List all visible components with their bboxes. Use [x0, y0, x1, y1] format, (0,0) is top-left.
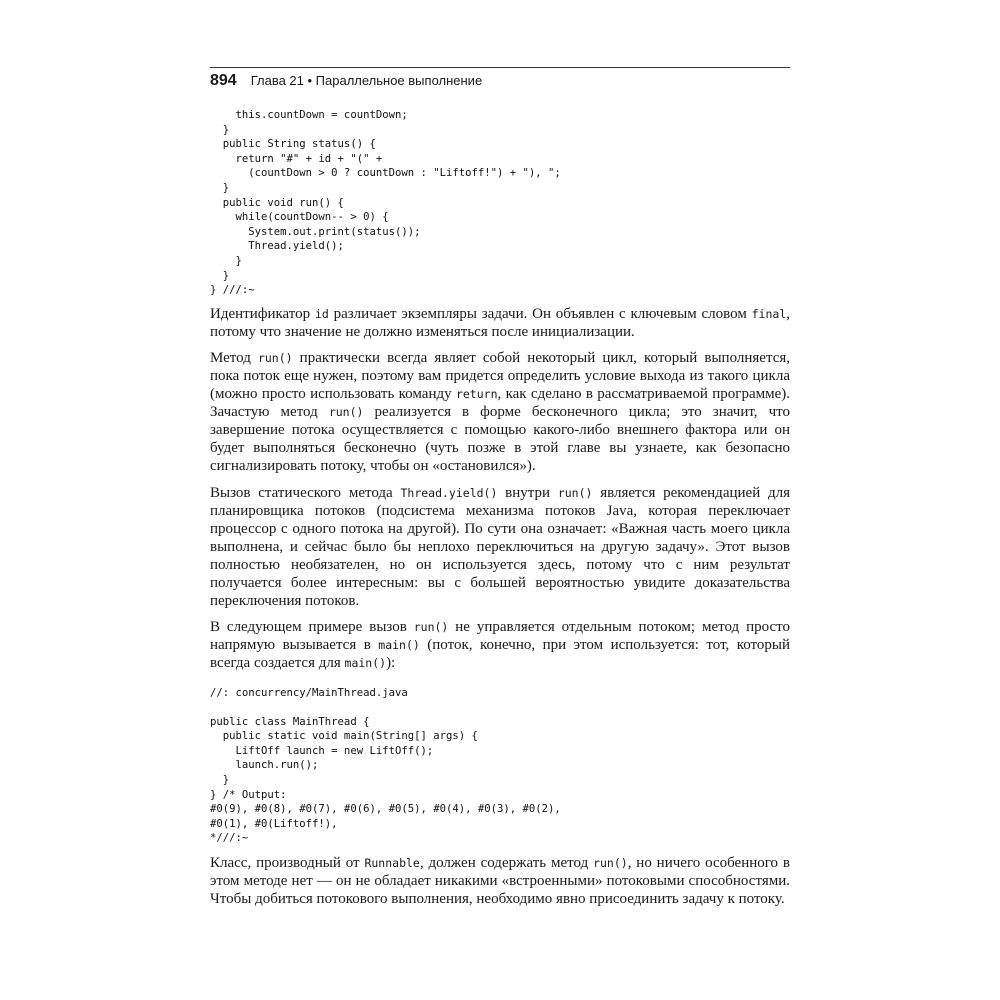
text-run: не управляется отдельным потоком; метод просто напрямую вызывается в [210, 619, 790, 654]
text-run: практически всегда являет собой некоторый цикл, который выполняется, пока поток еще нужен, поэтому вам придется определить условие выхода из такого цикла (можно просто использовать команду [210, 349, 791, 403]
text-run: , но ничего особенного в этом методе нет — он не обладает никакими «встроенными» потоковыми способностями. Чтобы добиться потокового выполнения, необходимо явно присоединить задачу к потоку. [210, 855, 790, 908]
text-run: , как сделано в рассматриваемой программе). Зачастую метод [210, 386, 790, 421]
text-run: , потому что значение не должно изменяться после инициализации. [210, 305, 790, 340]
page-number: 894 [210, 72, 237, 89]
inline-code: run() [328, 405, 364, 420]
text-run: различает экземпляры задачи. Он объявлен с ключевым словом [328, 305, 752, 322]
text-run: является рекомендацией для планировщика потоков (подсистема механизма потоков Java, которая переключает процессор с одного потока на другой). По сути она означает: «Важная часть моего цикла выполнена, и сейчас было бы неплохо переключиться на другую задачу». Этот вызов полностью необязателен, но он используется здесь, потому что с ним результат получается более интересным: вы с большей вероятностью увидите доказательства переключения потоков. [210, 484, 790, 610]
paragraph-runnable [210, 854, 790, 908]
inline-code: main() [344, 656, 387, 671]
paragraph-main-thread [210, 618, 790, 672]
inline-code: run() [257, 350, 293, 365]
text-run: внутри [497, 484, 558, 501]
header-rule [210, 67, 790, 68]
code-listing-mainthread: //: concurrency/MainThread.java public class MainThread { public static void main(String[] args) { LiftOff launch = new LiftOff(); launch.run(); } } /* Output: #0(9), #0(8), #0(7), #0(6), #0(5), #0(4), #0(3), #0(2), #0(1), #0(Liftoff!), *///:~ [210, 686, 561, 845]
text-run: реализуется в форме бесконечного цикла; это значит, что завершение потока осуществляется с помощью какого-либо внешнего фактора или он будет выполняться бесконечно (чуть позже в этой главе вы узнаете, как безопасно сигнализировать потоку, чтобы он «остановился»). [210, 404, 791, 475]
inline-code: run() [557, 485, 593, 500]
inline-code: run() [593, 856, 628, 871]
running-header [210, 72, 482, 92]
inline-code: run() [413, 620, 449, 635]
inline-code: return [455, 387, 498, 402]
page-content [210, 108, 790, 908]
paragraph-thread-yield [210, 484, 790, 611]
text-run: ): [386, 655, 396, 672]
inline-code: final [751, 306, 787, 321]
text-run: Вызов статического метода [210, 484, 401, 501]
text-run: , должен содержать метод [419, 855, 594, 872]
text-run: Метод [210, 349, 258, 366]
inline-code: main() [378, 638, 420, 653]
inline-code: id [314, 306, 329, 321]
inline-code: Runnable [364, 856, 420, 871]
inline-code: Thread.yield() [400, 485, 498, 500]
text-run: В следующем примере вызов [210, 619, 414, 636]
chapter-title: Глава 21 • Параллельное выполнение [250, 73, 483, 88]
paragraph-id-final [210, 305, 790, 341]
text-run: Класс, производный от [210, 855, 365, 872]
paragraph-run-method [210, 349, 790, 476]
text-run: Идентификатор [210, 305, 315, 322]
code-listing-liftoff: this.countDown = countDown; } public String status() { return "#" + id + "(" + (countDown > 0 ? countDown : "Liftoff!") + "), "; } public void run() { while(countDown-- > 0) { System.out.print(status()); Thread.yield(); } } } ///:~ [210, 109, 561, 297]
text-run: (поток, конечно, при этом используется: тот, который всегда создается для [210, 637, 791, 672]
